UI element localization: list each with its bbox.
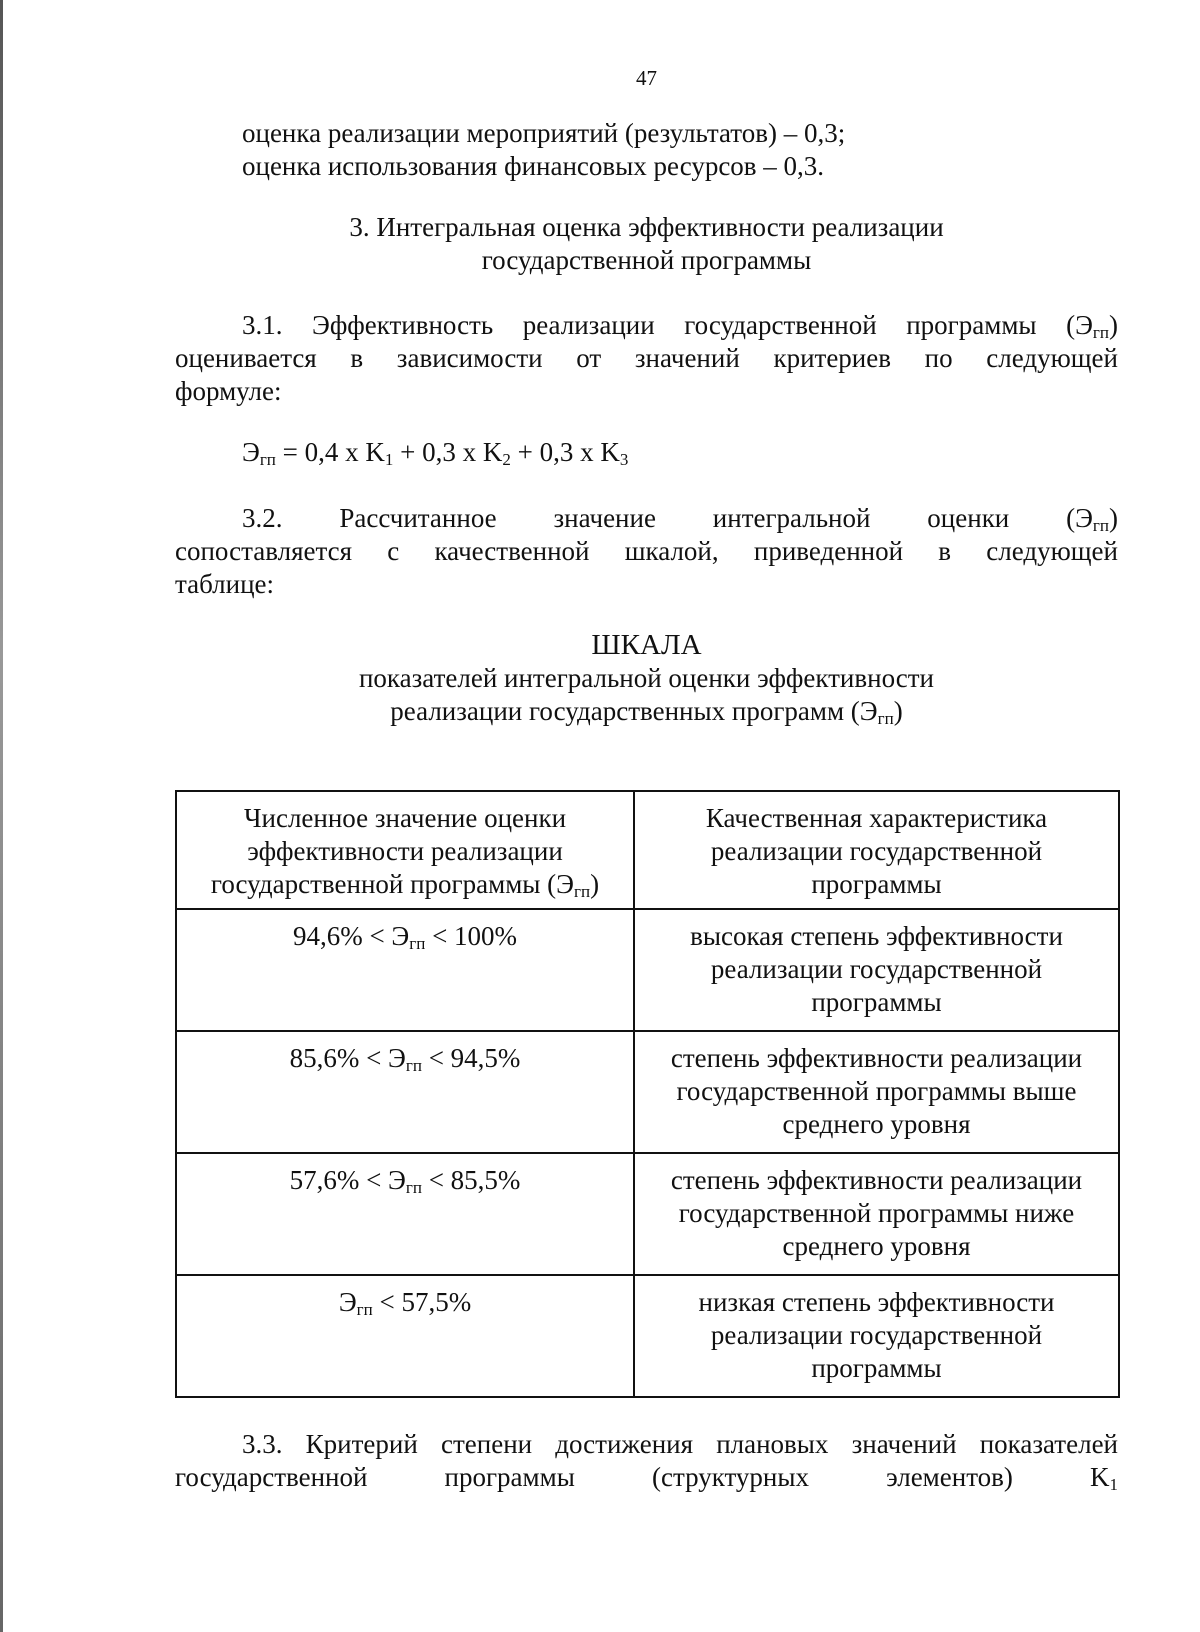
para-3-2-line-2: сопоставляется с качественной шкалой, приведенной в следующей [175, 536, 1118, 566]
table-header-row [176, 791, 1119, 909]
table-row [176, 1031, 1119, 1153]
section-title [175, 211, 1118, 277]
row-description: степень эффективности реализации государственной программы выше среднего уровня [634, 1031, 1119, 1153]
scale-title [175, 629, 1118, 728]
table-row [176, 909, 1119, 1031]
para-3-1-line-1: 3.1. Эффективность реализации государственной программы $(Э_{гп})$ [242, 310, 1118, 342]
scale-heading: ШКАЛА [591, 629, 702, 661]
header-numeric-value: Численное значение оценки эффективности реализации государственной программы $(Э_{гп})$ [176, 791, 634, 909]
section-title-line-2: государственной программы [481, 245, 812, 275]
row-description: низкая степень эффективности реализации государственной программы [634, 1275, 1119, 1397]
formula: $Э_{гп} = 0,4$ х $K_1 + 0,3$ х $K_2 + 0,3$ х $K_3$ [242, 437, 629, 469]
para-3-3-line-2: государственной программы (структурных элементов) $K_1$ [175, 1462, 1118, 1494]
paragraph-3-3 [175, 1428, 1118, 1494]
header-qualitative: Качественная характеристика реализации государственной программы [634, 791, 1119, 909]
scale-table [175, 790, 1118, 1398]
intro-line-2: оценка использования финансовых ресурсов – 0,3. [242, 151, 825, 181]
paragraph-3-2 [175, 502, 1118, 601]
page-number: 47 [636, 66, 657, 90]
scan-edge [0, 0, 3, 1632]
table-row [176, 1275, 1119, 1397]
row-value: $85,6\% < Э_{гп} < 94,5\%$ [176, 1031, 634, 1153]
row-description: степень эффективности реализации государственной программы ниже среднего уровня [634, 1153, 1119, 1275]
scale-subtitle-line-1: показателей интегральной оценки эффективности [358, 663, 934, 693]
scale-subtitle-line-2: реализации государственных программ $(Э_{гп})$ [390, 696, 903, 728]
row-description: высокая степень эффективности реализации государственной программы [634, 909, 1119, 1031]
row-value: $57,6\% < Э_{гп} < 85,5\%$ [176, 1153, 634, 1275]
paragraph-3-1 [175, 309, 1118, 408]
para-3-1-line-3: формуле: [175, 376, 282, 406]
table-row [176, 1153, 1119, 1275]
para-3-2-line-1: 3.2. Рассчитанное значение интегральной оценки $(Э_{гп})$ [242, 503, 1118, 535]
row-value: $94,6\% < Э_{гп} < 100\%$ [176, 909, 634, 1031]
section-title-line-1: 3. Интегральная оценка эффективности реализации [349, 212, 944, 242]
intro-lines [175, 117, 1118, 183]
intro-line-1: оценка реализации мероприятий (результатов) – 0,3; [242, 118, 846, 148]
para-3-3-line-1: 3.3. Критерий степени достижения плановых значений показателей [242, 1429, 1118, 1459]
row-value: $Э_{гп} < 57,5\%$ [176, 1275, 634, 1397]
para-3-1-line-2: оценивается в зависимости от значений критериев по следующей [175, 343, 1118, 373]
para-3-2-line-3: таблице: [175, 569, 275, 599]
